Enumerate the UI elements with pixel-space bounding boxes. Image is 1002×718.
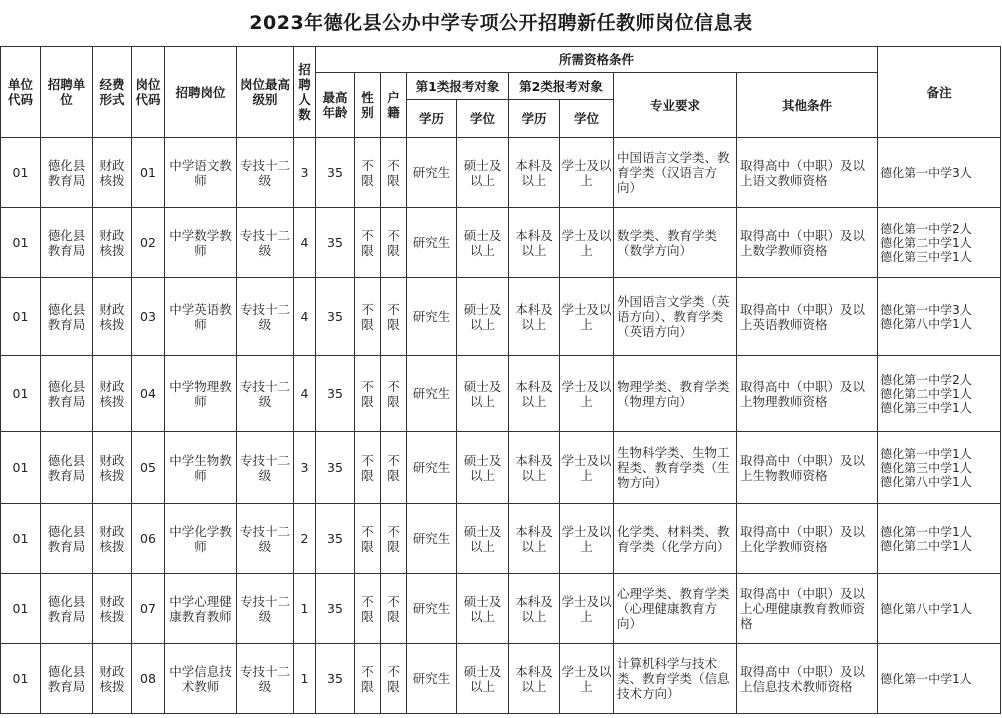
cell-remark: 德化第一中学2人 德化第二中学1人 德化第三中学1人	[878, 208, 1001, 278]
table-row	[1, 504, 1001, 574]
cell-remark: 德化第一中学1人	[878, 644, 1001, 714]
header-category-2: 第2类报考对象	[509, 73, 614, 100]
header-funding: 经费形式	[93, 47, 132, 138]
table-row	[1, 356, 1001, 432]
cell-education-1: 研究生	[407, 208, 457, 278]
header-degree-2: 学位	[560, 100, 614, 138]
cell-degree-1: 硕士及以上	[457, 208, 509, 278]
header-degree-1: 学位	[457, 100, 509, 138]
cell-post: 中学生物教师	[165, 432, 237, 504]
table-row	[1, 208, 1001, 278]
cell-education-2: 本科及以上	[509, 432, 560, 504]
cell-education-2: 本科及以上	[509, 356, 560, 432]
cell-degree-2: 学士及以上	[560, 574, 614, 644]
cell-post-code: 04	[132, 356, 165, 432]
cell-post-code: 07	[132, 574, 165, 644]
cell-post-code: 05	[132, 432, 165, 504]
cell-max-age: 35	[316, 138, 355, 208]
cell-unit-code: 01	[1, 138, 41, 208]
cell-remark: 德化第一中学3人 德化第八中学1人	[878, 278, 1001, 356]
cell-degree-2: 学士及以上	[560, 138, 614, 208]
cell-max-age: 35	[316, 574, 355, 644]
cell-unit: 德化县教育局	[41, 356, 93, 432]
cell-unit: 德化县教育局	[41, 432, 93, 504]
cell-unit: 德化县教育局	[41, 278, 93, 356]
cell-unit-code: 01	[1, 278, 41, 356]
cell-post-code: 02	[132, 208, 165, 278]
cell-education-1: 研究生	[407, 432, 457, 504]
cell-major: 外国语言文学类（英语方向）、教育学类（英语方向）	[614, 278, 737, 356]
header-other: 其他条件	[737, 73, 878, 138]
header-level: 岗位最高级别	[237, 47, 294, 138]
cell-gender: 不限	[355, 644, 381, 714]
cell-education-2: 本科及以上	[509, 644, 560, 714]
cell-degree-1: 硕士及以上	[457, 356, 509, 432]
cell-funding: 财政核拨	[93, 432, 132, 504]
cell-level: 专技十二级	[237, 356, 294, 432]
cell-unit-code: 01	[1, 356, 41, 432]
cell-gender: 不限	[355, 278, 381, 356]
cell-gender: 不限	[355, 574, 381, 644]
cell-gender: 不限	[355, 138, 381, 208]
cell-degree-1: 硕士及以上	[457, 644, 509, 714]
cell-major: 数学类、教育学类（数学方向）	[614, 208, 737, 278]
table-row	[1, 644, 1001, 714]
job-info-table	[0, 46, 1001, 714]
cell-unit: 德化县教育局	[41, 504, 93, 574]
header-qualifications: 所需资格条件	[316, 47, 878, 73]
cell-level: 专技十二级	[237, 504, 294, 574]
cell-max-age: 35	[316, 356, 355, 432]
header-gender: 性别	[355, 73, 381, 138]
cell-gender: 不限	[355, 504, 381, 574]
cell-count: 2	[294, 504, 316, 574]
cell-post-code: 01	[132, 138, 165, 208]
cell-hukou: 不限	[381, 432, 407, 504]
cell-education-2: 本科及以上	[509, 574, 560, 644]
cell-education-1: 研究生	[407, 574, 457, 644]
cell-post: 中学数学教师	[165, 208, 237, 278]
cell-post: 中学物理教师	[165, 356, 237, 432]
cell-unit-code: 01	[1, 644, 41, 714]
cell-degree-1: 硕士及以上	[457, 504, 509, 574]
cell-education-2: 本科及以上	[509, 208, 560, 278]
cell-max-age: 35	[316, 432, 355, 504]
cell-unit: 德化县教育局	[41, 644, 93, 714]
cell-degree-1: 硕士及以上	[457, 138, 509, 208]
header-hukou: 户籍	[381, 73, 407, 138]
cell-degree-2: 学士及以上	[560, 644, 614, 714]
cell-remark: 德化第一中学3人	[878, 138, 1001, 208]
cell-degree-2: 学士及以上	[560, 504, 614, 574]
cell-degree-1: 硕士及以上	[457, 278, 509, 356]
cell-funding: 财政核拨	[93, 356, 132, 432]
cell-funding: 财政核拨	[93, 278, 132, 356]
cell-major: 计算机科学与技术类、教育学类（信息技术方向）	[614, 644, 737, 714]
cell-education-1: 研究生	[407, 644, 457, 714]
cell-unit-code: 01	[1, 504, 41, 574]
cell-gender: 不限	[355, 432, 381, 504]
cell-count: 4	[294, 208, 316, 278]
header-major: 专业要求	[614, 73, 737, 138]
cell-post: 中学英语教师	[165, 278, 237, 356]
cell-hukou: 不限	[381, 644, 407, 714]
cell-major: 心理学类、教育学类（心理健康教育方向）	[614, 574, 737, 644]
cell-funding: 财政核拨	[93, 138, 132, 208]
cell-education-1: 研究生	[407, 504, 457, 574]
cell-remark: 德化第一中学2人 德化第二中学1人 德化第三中学1人	[878, 356, 1001, 432]
cell-degree-2: 学士及以上	[560, 208, 614, 278]
header-max-age: 最高年龄	[316, 73, 355, 138]
cell-max-age: 35	[316, 644, 355, 714]
cell-unit-code: 01	[1, 208, 41, 278]
cell-education-1: 研究生	[407, 278, 457, 356]
cell-post: 中学语文教师	[165, 138, 237, 208]
cell-major: 生物科学类、生物工程类、教育学类（生物方向）	[614, 432, 737, 504]
cell-gender: 不限	[355, 356, 381, 432]
cell-major: 中国语言文学类、教育学类（汉语言方向）	[614, 138, 737, 208]
cell-gender: 不限	[355, 208, 381, 278]
cell-other: 取得高中（中职）及以上心理健康教育教师资格	[737, 574, 878, 644]
cell-post-code: 03	[132, 278, 165, 356]
cell-unit-code: 01	[1, 432, 41, 504]
header-unit-code: 单位代码	[1, 47, 41, 138]
cell-unit: 德化县教育局	[41, 208, 93, 278]
cell-degree-2: 学士及以上	[560, 278, 614, 356]
cell-education-2: 本科及以上	[509, 504, 560, 574]
header-remark: 备注	[878, 47, 1001, 138]
cell-degree-1: 硕士及以上	[457, 574, 509, 644]
cell-post: 中学心理健康教育教师	[165, 574, 237, 644]
cell-hukou: 不限	[381, 356, 407, 432]
cell-unit: 德化县教育局	[41, 574, 93, 644]
cell-unit: 德化县教育局	[41, 138, 93, 208]
cell-degree-2: 学士及以上	[560, 432, 614, 504]
cell-post: 中学化学教师	[165, 504, 237, 574]
cell-max-age: 35	[316, 278, 355, 356]
cell-hukou: 不限	[381, 138, 407, 208]
cell-other: 取得高中（中职）及以上英语教师资格	[737, 278, 878, 356]
cell-degree-1: 硕士及以上	[457, 432, 509, 504]
cell-unit-code: 01	[1, 574, 41, 644]
header-count: 招聘人数	[294, 47, 316, 138]
cell-count: 3	[294, 432, 316, 504]
table-row	[1, 138, 1001, 208]
table-body	[1, 138, 1001, 714]
cell-degree-2: 学士及以上	[560, 356, 614, 432]
cell-remark: 德化第八中学1人	[878, 574, 1001, 644]
cell-other: 取得高中（中职）及以上数学教师资格	[737, 208, 878, 278]
cell-other: 取得高中（中职）及以上信息技术教师资格	[737, 644, 878, 714]
cell-hukou: 不限	[381, 208, 407, 278]
cell-other: 取得高中（中职）及以上语文教师资格	[737, 138, 878, 208]
header-education-1: 学历	[407, 100, 457, 138]
table-row	[1, 278, 1001, 356]
cell-post-code: 08	[132, 644, 165, 714]
cell-major: 化学类、材料类、教育学类（化学方向）	[614, 504, 737, 574]
cell-count: 4	[294, 278, 316, 356]
cell-post: 中学信息技术教师	[165, 644, 237, 714]
cell-level: 专技十二级	[237, 138, 294, 208]
cell-education-2: 本科及以上	[509, 138, 560, 208]
cell-max-age: 35	[316, 208, 355, 278]
cell-education-1: 研究生	[407, 356, 457, 432]
cell-level: 专技十二级	[237, 432, 294, 504]
cell-funding: 财政核拨	[93, 644, 132, 714]
cell-level: 专技十二级	[237, 208, 294, 278]
cell-level: 专技十二级	[237, 644, 294, 714]
cell-education-2: 本科及以上	[509, 278, 560, 356]
cell-count: 1	[294, 574, 316, 644]
cell-max-age: 35	[316, 504, 355, 574]
header-unit: 招聘单位	[41, 47, 93, 138]
cell-level: 专技十二级	[237, 278, 294, 356]
cell-hukou: 不限	[381, 504, 407, 574]
cell-remark: 德化第一中学1人 德化第二中学1人	[878, 504, 1001, 574]
cell-funding: 财政核拨	[93, 208, 132, 278]
header-post: 招聘岗位	[165, 47, 237, 138]
cell-other: 取得高中（中职）及以上物理教师资格	[737, 356, 878, 432]
cell-level: 专技十二级	[237, 574, 294, 644]
cell-remark: 德化第一中学1人 德化第三中学1人 德化第八中学1人	[878, 432, 1001, 504]
page-title: 2023年德化县公办中学专项公开招聘新任教师岗位信息表	[249, 12, 753, 34]
cell-funding: 财政核拨	[93, 504, 132, 574]
cell-post-code: 06	[132, 504, 165, 574]
cell-major: 物理学类、教育学类（物理方向）	[614, 356, 737, 432]
cell-count: 4	[294, 356, 316, 432]
cell-education-1: 研究生	[407, 138, 457, 208]
cell-hukou: 不限	[381, 574, 407, 644]
cell-other: 取得高中（中职）及以上化学教师资格	[737, 504, 878, 574]
header-category-1: 第1类报考对象	[407, 73, 509, 100]
cell-count: 3	[294, 138, 316, 208]
table-row	[1, 574, 1001, 644]
header-post-code: 岗位代码	[132, 47, 165, 138]
cell-funding: 财政核拨	[93, 574, 132, 644]
cell-other: 取得高中（中职）及以上生物教师资格	[737, 432, 878, 504]
table-row	[1, 432, 1001, 504]
header-education-2: 学历	[509, 100, 560, 138]
cell-count: 1	[294, 644, 316, 714]
cell-hukou: 不限	[381, 278, 407, 356]
